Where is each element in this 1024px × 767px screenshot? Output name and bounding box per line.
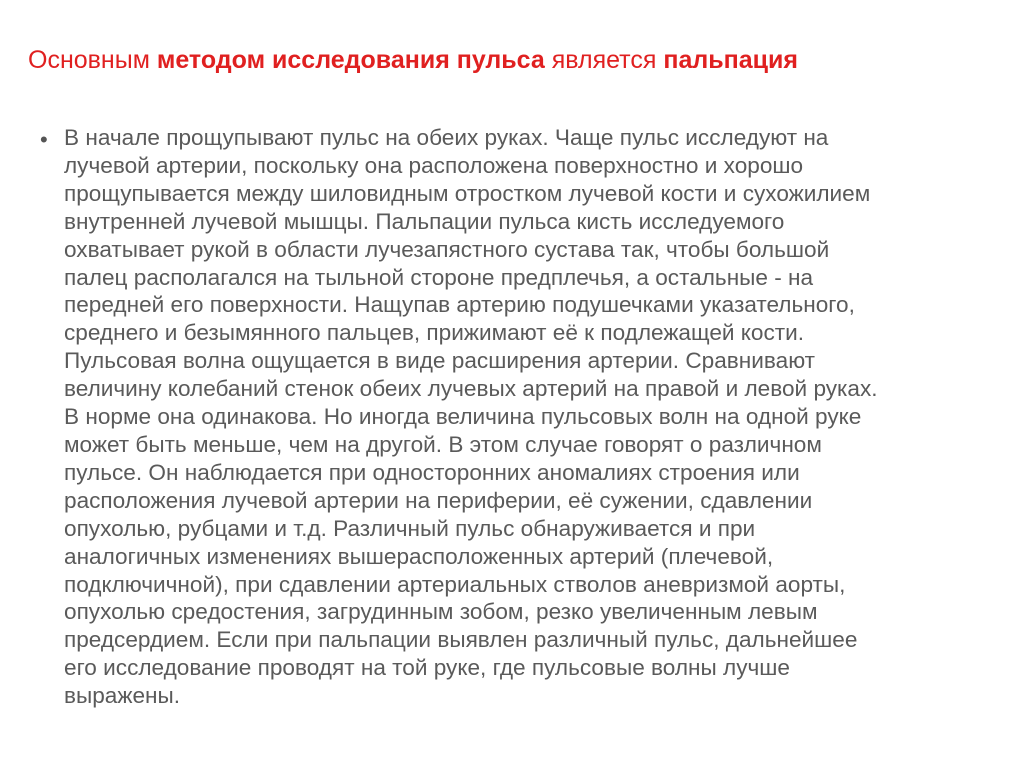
bullet-item bbox=[40, 124, 1000, 710]
body-line: может быть меньше, чем на другой. В этом случае говорят о различном bbox=[64, 431, 822, 457]
body-line: подключичной), при сдавлении артериальных стволов аневризмой аорты, bbox=[64, 571, 846, 597]
body-line: охватывает рукой в области лучезапястного сустава так, чтобы большой bbox=[64, 236, 830, 262]
title-text-regular-1: Основным bbox=[28, 46, 157, 74]
body-line: выражены. bbox=[64, 683, 181, 709]
body-line: В норме она одинакова. Но иногда величина пульсовых волн на одной руке bbox=[64, 404, 862, 430]
body-line: опухолью, рубцами и т.д. Различный пульс обнаруживается и при bbox=[64, 515, 756, 541]
slide-title bbox=[28, 44, 1008, 76]
title-text-regular-2: является bbox=[544, 46, 664, 74]
body-line: величину колебаний стенок обеих лучевых артерий на правой и левой руках. bbox=[64, 376, 878, 402]
body-line: лучевой артерии, поскольку она расположена поверхностно и хорошо bbox=[64, 152, 804, 178]
body-line: расположения лучевой артерии на периферии, её сужении, сдавлении bbox=[64, 487, 813, 513]
body-line: предсердием. Если при пальпации выявлен различный пульс, дальнейшее bbox=[64, 627, 858, 653]
body-line: В начале прощупывают пульс на обеих руках. Чаще пульс исследуют на bbox=[64, 125, 829, 150]
body-line: палец располагался на тыльной стороне предплечья, а остальные - на bbox=[64, 264, 814, 290]
body-line: пульсе. Он наблюдается при односторонних аномалиях строения или bbox=[64, 459, 800, 485]
bullet-icon: • bbox=[40, 127, 48, 152]
body-paragraph bbox=[64, 124, 1000, 710]
slide-body bbox=[40, 124, 1000, 710]
body-line: аналогичных изменениях вышерасположенных артерий (плечевой, bbox=[64, 543, 774, 569]
body-line: передней его поверхности. Нащупав артерию подушечками указательного, bbox=[64, 292, 855, 318]
body-line: среднего и безымянного пальцев, прижимают её к подлежащей кости. bbox=[64, 320, 805, 346]
title-text-bold-2: пальпация bbox=[663, 46, 798, 74]
body-line: прощупывается между шиловидным отростком лучевой кости и сухожилием bbox=[64, 180, 871, 206]
body-line: опухолью средостения, загрудинным зобом, резко увеличенным левым bbox=[64, 599, 818, 625]
body-line: Пульсовая волна ощущается в виде расширения артерии. Сравнивают bbox=[64, 348, 815, 374]
title-text-bold-1: методом исследования пульса bbox=[156, 46, 545, 74]
body-line: его исследование проводят на той руке, где пульсовые волны лучше bbox=[64, 655, 790, 681]
body-line: внутренней лучевой мышцы. Пальпации пульса кисть исследуемого bbox=[64, 208, 785, 234]
